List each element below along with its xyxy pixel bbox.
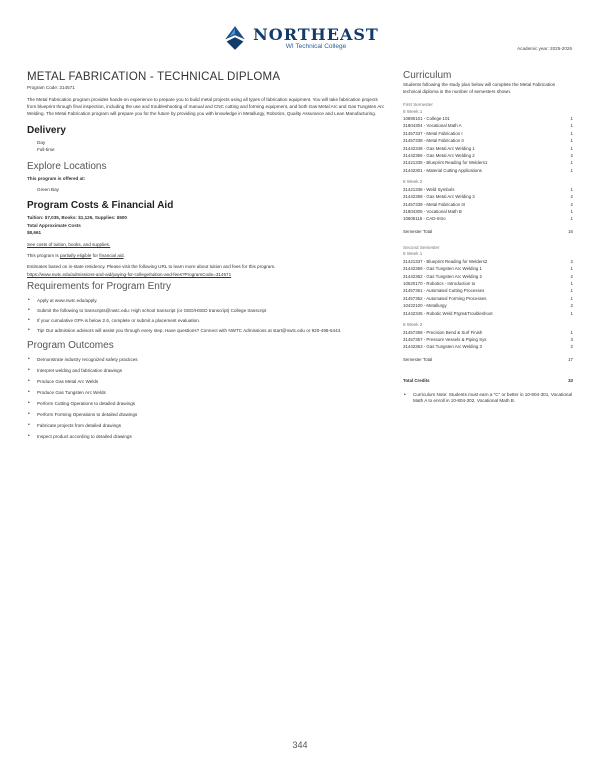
course-credits: 2 bbox=[570, 194, 573, 200]
semester-total bbox=[403, 228, 573, 235]
tuition-breakdown: Tuition: $7,035, Books: $1,126, Supplies: $500 bbox=[27, 215, 127, 221]
program-title: METAL FABRICATION - TECHNICAL DIPLOMA bbox=[27, 71, 281, 83]
semester-total-label: Semester Total bbox=[403, 356, 433, 362]
course-credits: 1 bbox=[570, 160, 573, 166]
course-credits: 1 bbox=[570, 310, 573, 316]
semester-label: First Semester bbox=[403, 102, 433, 107]
course-credits: 1 bbox=[570, 208, 573, 214]
semester-total bbox=[403, 356, 573, 363]
course-credits: 1 bbox=[570, 295, 573, 301]
course-name: 31442359 - Gas Tungsten Arc Welding 1 bbox=[403, 266, 483, 272]
course-row bbox=[403, 159, 573, 166]
outcome-item: • Demonstrate industry recognized safety practices bbox=[27, 356, 387, 363]
course-name: 31421337 - Blueprint Reading for Welders2 bbox=[403, 258, 488, 264]
outcome-item: • Produce Gas Tungsten Arc Welds bbox=[27, 389, 387, 396]
course-name: 31457357 - Pressure Vessels & Piping Sys bbox=[403, 336, 487, 342]
course-name: 31421335 - Blueprint Reading for Welders1 bbox=[403, 160, 488, 166]
course-credits: 2 bbox=[570, 344, 573, 350]
curriculum-intro: Students following the study plan below will complete the Metal Fabrication technical diploma in the number of semesters shown. bbox=[403, 82, 556, 94]
course-credits: 1 bbox=[570, 329, 573, 335]
aid-suffix: . bbox=[123, 253, 125, 259]
requirement-item: • Tip! Our admission advisors will assist you through every step. Have questions? Connect with NWTC Admissions at start@nwtc.edu or 920-498-5444. bbox=[27, 327, 387, 334]
course-credits: 2 bbox=[570, 273, 573, 279]
course-name: 31804305 - Vocational Math B bbox=[403, 208, 462, 214]
course-name: 31442345 - Robotic Weld Prgm&Troubleshoot bbox=[403, 310, 493, 316]
course-name: 31442356 - Gas Metal Arc Welding 2 bbox=[403, 153, 475, 159]
course-row bbox=[403, 258, 573, 265]
course-credits: 3 bbox=[570, 336, 573, 342]
course-credits: 2 bbox=[570, 303, 573, 309]
semester-total-label: Semester Total bbox=[403, 228, 433, 234]
second-semester bbox=[403, 245, 573, 363]
course-credits: 1 bbox=[570, 216, 573, 222]
costs-heading: Program Costs & Financial Aid bbox=[27, 200, 174, 212]
outcome-item: • Perform Forming Operations to detailed drawings bbox=[27, 411, 387, 418]
total-costs-value: $8,661 bbox=[27, 229, 42, 235]
semester-total-value: 17 bbox=[568, 356, 573, 362]
course-name: 31457337 - Metal Fabrication I bbox=[403, 130, 463, 136]
aid-mid: for bbox=[91, 253, 100, 259]
logo-subtitle: WI Technical College bbox=[285, 42, 347, 50]
delivery-heading: Delivery bbox=[27, 124, 66, 136]
total-credits-value: 33 bbox=[568, 377, 573, 383]
course-list bbox=[403, 329, 573, 351]
semester-total-value: 16 bbox=[568, 228, 573, 234]
course-credits: 1 bbox=[570, 116, 573, 121]
program-description: The Metal Fabrication program provides hands-on experience to prepare you to build metal projects using all types of fabrication equipment. You will take fabrication projects from blueprint through final inspection, including the use and troubleshooting of manual and CNC cutting and forming equipment, and both Gas Metal Arc and Gas Tungsten Arc Welding. The Metal Fabrication program will prepare you for the future by providing you with knowledge in Metallurgy, Robotics, Quality Assurance and Lean Manufacturing. bbox=[27, 97, 385, 117]
course-credits: 1 bbox=[570, 167, 573, 173]
course-credits: 1 bbox=[570, 266, 573, 272]
course-credits: 1 bbox=[570, 186, 573, 192]
block-label: 8 Week 2 bbox=[403, 322, 423, 328]
academic-year: Academic year: 2025-2026 bbox=[517, 46, 572, 51]
location-item: Green Bay bbox=[37, 187, 59, 193]
course-row bbox=[403, 280, 573, 287]
course-row bbox=[403, 302, 573, 309]
semester-label: Second Semester bbox=[403, 244, 440, 250]
course-credits: 1 bbox=[570, 123, 573, 129]
course-credits: 2 bbox=[570, 201, 573, 207]
outcome-item: • Perform Cutting Operations to detailed drawings bbox=[27, 400, 387, 407]
logo-name: NORTHEAST bbox=[253, 24, 379, 44]
curriculum-note: • Curriculum Note: Students must earn a "C" or better in 10-804-301, Vocational Math A to enroll in 10-804-302, Vocational Math B. bbox=[403, 392, 573, 405]
program-details-column bbox=[27, 70, 387, 444]
first-semester bbox=[403, 102, 573, 235]
program-code: Program Code: 314571 bbox=[27, 85, 75, 90]
course-row bbox=[403, 336, 573, 343]
course-row bbox=[403, 329, 573, 336]
requirement-item: • Apply at www.nwtc.edu/apply. bbox=[27, 297, 387, 304]
curriculum-notes bbox=[403, 392, 573, 405]
locations-heading: Explore Locations bbox=[27, 161, 107, 173]
course-row bbox=[403, 145, 573, 152]
course-name: 31442362 - Gas Tungsten Arc Welding 2 bbox=[403, 273, 483, 279]
course-row bbox=[403, 186, 573, 193]
course-row bbox=[403, 167, 573, 174]
course-name: 31457351 - Automated Cutting Processes bbox=[403, 288, 485, 294]
course-row bbox=[403, 265, 573, 272]
course-name: 31442358 - Gas Metal Arc Welding 3 bbox=[403, 194, 475, 200]
shield-logo-icon bbox=[221, 24, 249, 52]
course-list bbox=[403, 186, 573, 223]
outcomes-heading: Program Outcomes bbox=[27, 339, 114, 351]
outcome-item: • Produce Gas Metal Arc Welds bbox=[27, 378, 387, 385]
block-label: 8 Week 2 bbox=[403, 179, 423, 185]
outcome-item: • Inspect product according to detailed drawings bbox=[27, 433, 387, 440]
requirements-list bbox=[27, 297, 387, 334]
course-row bbox=[403, 115, 573, 122]
course-row bbox=[403, 201, 573, 208]
total-credits-label: Total Credits bbox=[403, 377, 430, 383]
course-name: 10620170 - Robotics - Introduction to bbox=[403, 281, 476, 286]
requirements-heading: Requirements for Program Entry bbox=[27, 280, 171, 292]
outcome-item: • Fabricate projects from detailed drawings bbox=[27, 422, 387, 429]
college-logo bbox=[0, 24, 600, 52]
requirement-item: • If your cumulative GPA is below 2.6, complete or submit a placement evaluation. bbox=[27, 317, 387, 324]
course-name: 31457358 - Precision Bend & Surf Finish bbox=[403, 329, 483, 335]
course-row bbox=[403, 137, 573, 144]
course-name: 31421336 - Weld Symbols bbox=[403, 186, 455, 192]
requirement-item: • Submit the following to transcripts@nwtc.edu: High school transcript (or GED/HSED transcript) College transcript bbox=[27, 307, 387, 314]
course-name: 31442363 - Gas Tungsten Arc Welding 3 bbox=[403, 344, 483, 350]
block-label: 8 Week 1 bbox=[403, 108, 423, 114]
course-name: 31457352 - Automated Forming Processes bbox=[403, 295, 487, 301]
course-list bbox=[403, 115, 573, 174]
course-row bbox=[403, 273, 573, 280]
course-row bbox=[403, 130, 573, 137]
block-label: 8 Week 1 bbox=[403, 251, 423, 257]
delivery-list bbox=[27, 139, 387, 153]
delivery-item: Full-time bbox=[37, 146, 55, 152]
course-credits: 1 bbox=[570, 145, 573, 151]
total-credits bbox=[403, 377, 573, 384]
course-name: 10422100 - Metallurgy bbox=[403, 303, 447, 309]
course-row bbox=[403, 343, 573, 350]
course-row bbox=[403, 193, 573, 200]
delivery-item: Day bbox=[37, 139, 46, 145]
page-number: 344 bbox=[292, 740, 308, 750]
course-credits: 1 bbox=[570, 138, 573, 144]
financial-aid-text bbox=[27, 252, 387, 259]
course-credits: 1 bbox=[570, 281, 573, 286]
course-name: 31457339 - Metal Fabrication III bbox=[403, 201, 465, 207]
course-name: 10606116 - CAD-Intro bbox=[403, 216, 446, 222]
course-row bbox=[403, 208, 573, 215]
see-costs-link[interactable]: See costs of tuition, books, and supplies. bbox=[27, 242, 111, 248]
course-name: 31804304 - Vocational Math A bbox=[403, 123, 462, 129]
course-row bbox=[403, 310, 573, 317]
course-name: 10890101 - College 101 bbox=[403, 116, 450, 121]
course-name: 31457338 - Metal Fabrication II bbox=[403, 138, 464, 144]
curriculum-heading: Curriculum bbox=[403, 70, 452, 81]
financial-aid-link[interactable]: financial aid bbox=[99, 253, 124, 259]
course-row bbox=[403, 122, 573, 129]
course-name: 31442348 - Gas Metal Arc Welding 1 bbox=[403, 145, 475, 151]
aid-prefix: This program is bbox=[27, 253, 60, 259]
partially-eligible-link[interactable]: partially eligible bbox=[59, 253, 92, 259]
tuition-url-link[interactable]: https://www.nwtc.edu/admissions-and-aid/paying-for-college/tuition-and-fees?ProgramCode=314571 bbox=[27, 271, 232, 277]
course-row bbox=[403, 295, 573, 302]
course-row bbox=[403, 287, 573, 294]
course-credits: 2 bbox=[570, 258, 573, 264]
course-credits: 2 bbox=[570, 153, 573, 159]
total-costs-label: Total Approximate Costs bbox=[27, 222, 81, 228]
curriculum-column bbox=[403, 70, 573, 405]
course-row bbox=[403, 215, 573, 222]
offered-at-label: This program is offered at: bbox=[27, 176, 86, 182]
course-credits: 1 bbox=[570, 130, 573, 136]
course-credits: 1 bbox=[570, 288, 573, 294]
outcomes-list bbox=[27, 356, 387, 440]
outcome-item: • Interpret welding and fabrication drawings bbox=[27, 367, 387, 374]
course-list bbox=[403, 258, 573, 317]
estimate-note: Estimates based on in-state residency. Please visit the following URL to learn more about tuition and fees for this program. bbox=[27, 264, 276, 270]
course-name: 31442301 - Material Cutting Applications bbox=[403, 167, 482, 173]
course-row bbox=[403, 152, 573, 159]
